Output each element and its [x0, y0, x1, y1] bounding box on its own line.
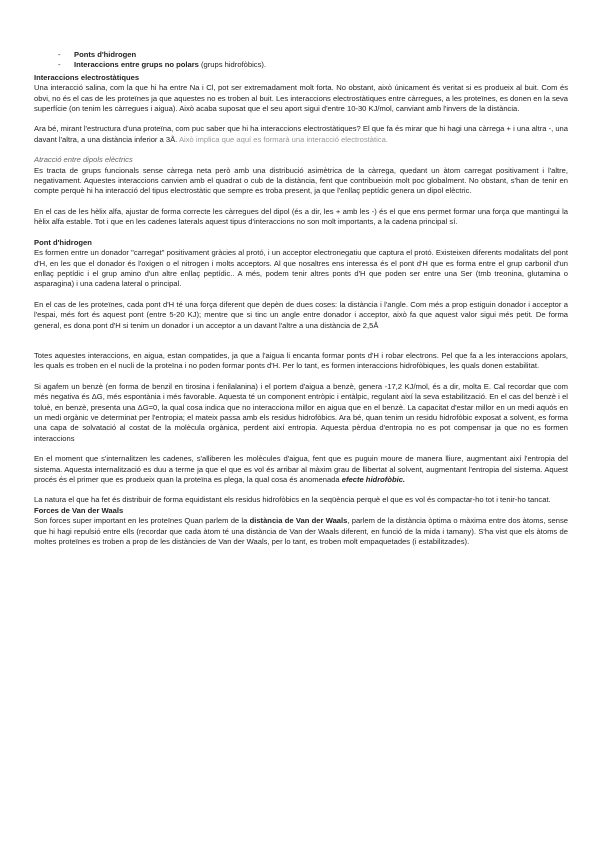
term-vdw-distance: distància de Van der Waals — [249, 516, 348, 526]
paragraph-text: , parlem de la distància òptima o màxima entre dos àtoms, sense que hi hagi repulsió entre ells (recordar que cada àtom té una distància de Van der Waals diferent, en funció de la mida i tamany). S'ha vist que els àtoms de moltes proteïnes es troben a prop de les distàncies de Van der Waals, per lo tant, es troben molt empaquetades (i estabilitzades). — [34, 516, 568, 547]
paragraph-text-grey: Això implica que aquí es formarà una interacció electrostàtica. — [177, 134, 388, 144]
paragraph — [34, 454, 568, 485]
list-item-bold: Ponts d'hidrogen — [74, 50, 137, 59]
heading-hydrogen-bond: Pont d'hidrogen — [34, 237, 92, 247]
emphasis-hydrophobic-effect: efecte hidrofòbic. — [341, 475, 406, 484]
paragraph: Es formen entre un donador "carregat" positivament gràcies al protó, i un acceptor electronegatiu que captura el protó. Existeixen diferents modalitats del pont d'H, en les que el donador és l'oxigen o el nitrogen i molts acceptors. Al que nosaltres ens interessa és el pont d'H que es forma entre el grup carbonil d'un enllaç peptídic i el grup amino d'un altre enllaç peptídic.. A més, podem tenir altres ponts d'H que poden ser entre una Ser (tmb treonina, glutamina o asparagina) i una cadena lateral o principal. — [34, 248, 568, 289]
heading-van-der-waals: Forces de Van der Waals — [34, 505, 124, 515]
paragraph-text: Son forces super important en les proteïnes Quan parlem de la — [34, 516, 250, 526]
paragraph: En el cas de les hèlix alfa, ajustar de forma correcte les càrregues del dipol (és a dir, les + amb les -) és el que ens permet formar una força que mantingui la hèlix alfa estable. Tot i que en les cadenes laterals aquest tipus d'interaccions no son molt importants, a la cadena principal sí. — [34, 206, 568, 227]
list-item-bold: Interaccions entre grups no polars — [74, 60, 199, 70]
paragraph — [34, 124, 568, 145]
paragraph — [34, 516, 568, 547]
list-item — [34, 50, 568, 60]
subheading-dipoles: Atracció entre dipols elèctrics — [34, 155, 133, 165]
bullet-list — [34, 50, 568, 71]
paragraph: En el cas de les proteïnes, cada pont d'H té una força diferent que depèn de dues coses: la distància i l'angle. Com més a prop estiguin donador i acceptor a l'espai, més fort és aquest pont (entre 5-20 KJ); mentre que si tinc un angle entre donador i acceptor, això fa que aquest valor sigui més petit. De forma general, es dona pont d'H si tenim un donador i un acceptor a un davant l'altre a una distància de 2,5Å — [34, 299, 568, 330]
paragraph: Totes aquestes interaccions, en aigua, estan compatides, ja que a l'aigua li encanta formar ponts d'H i robar electrons. Pel que fa a les interaccions apolars, les quals es troben en el nucli de la proteïna i no poden formar ponts d'H. Per lo tant, es formen interaccions hidrofòbiques, les quals donen estabilitat. — [34, 350, 568, 371]
heading-electrostatic: Interaccions electrostàtiques — [34, 72, 140, 82]
paragraph-text: En el moment que s'internalitzen les cadenes, s'alliberen les molècules d'aigua, fent que es puguin moure de manera lliure, augmentant així l'entropia del sistema. Aquesta internalització es duu a terme ja que el que es vol és arribar al màxim grau de llibertat al solvent, augmentant l'entropia del sistema. Aquest procés és el primer que es produeix quan la proteïna es plega, la qual cosa és anomenada — [34, 454, 568, 484]
list-item — [34, 60, 568, 70]
paragraph: La natura el que ha fet és distribuir de forma equidistant els residus hidrofòbics en la seqüència perquè el que es vol és compactar-ho tot i tenir-ho tancat. — [34, 495, 551, 505]
paragraph: Una interacció salina, com la que hi ha entre Na i Cl, pot ser extremadament molt forta. No obstant, això únicament és veritat si es produeix al buit. Com és obvi, no és el cas de les proteïnes ja que aquestes no es troben al buit. Les interaccions electrostàtiques entre càrregues, a les proteïnes, es donen en la seva superfície (on tenim les càrregues i aigua). Això acaba suposat que el seu aport sigui d'entre 10-30 KJ/mol, canviant amb l'invers de la distància. — [34, 83, 568, 114]
paragraph: Es tracta de grups funcionals sense càrrega neta però amb una distribució asimètrica de la càrrega, quedant un àtom carregat positivament i l'altre, negativament. Aquestes interaccions canvien amb el quadrat o cub de la distància, fent que contribueixin molt poc globalment. No obstant, s'han de tenir en compte perquè hi ha interacció del tipus electrostàtic que sempre es troba present, ja que l'enllaç peptídic genera un dipol elèctric. — [34, 165, 568, 196]
list-item-text: (grups hidrofòbics). — [198, 60, 267, 70]
document-page — [34, 50, 568, 547]
paragraph-text: Ara bé, mirant l'estructura d'una proteïna, com puc saber que hi ha interaccions electrostàtiques? El que fa és mirar que hi hagi una càrrega + i una altra -, una davant l'altra, a una distància inferior a 3Å. — [34, 124, 568, 144]
paragraph: Si agafem un benzè (en forma de benzil en tirosina i fenilalanina) i el portem d'aigua a benzè, genera -17,2 KJ/mol, és a dir, molta E. Cal recordar que com més negativa és ΔG, més espontània i més favorable. Aquesta té un component entròpic i entàlpic, regulant així la seva estabilització. En el cas del benzè i el toluè, en benzè, presenta una ΔG=0, la qual cosa indica que no interacciona millor en aigua que en el benzè. La capacitat d'estar millor en un medi aquós en un medi orgànic ve determinat per l'entropia; el mateix passa amb els residus hidrofòbics. Ara bé, quan tenim un residu hidrofòbic exposat a solvent, es forma una capa de solvatació al costat de la molècula orgànica, perdent així entropia. Aquesta pèrdua d'entropia no es pot compensar ja que no es formen interaccions — [34, 381, 568, 443]
